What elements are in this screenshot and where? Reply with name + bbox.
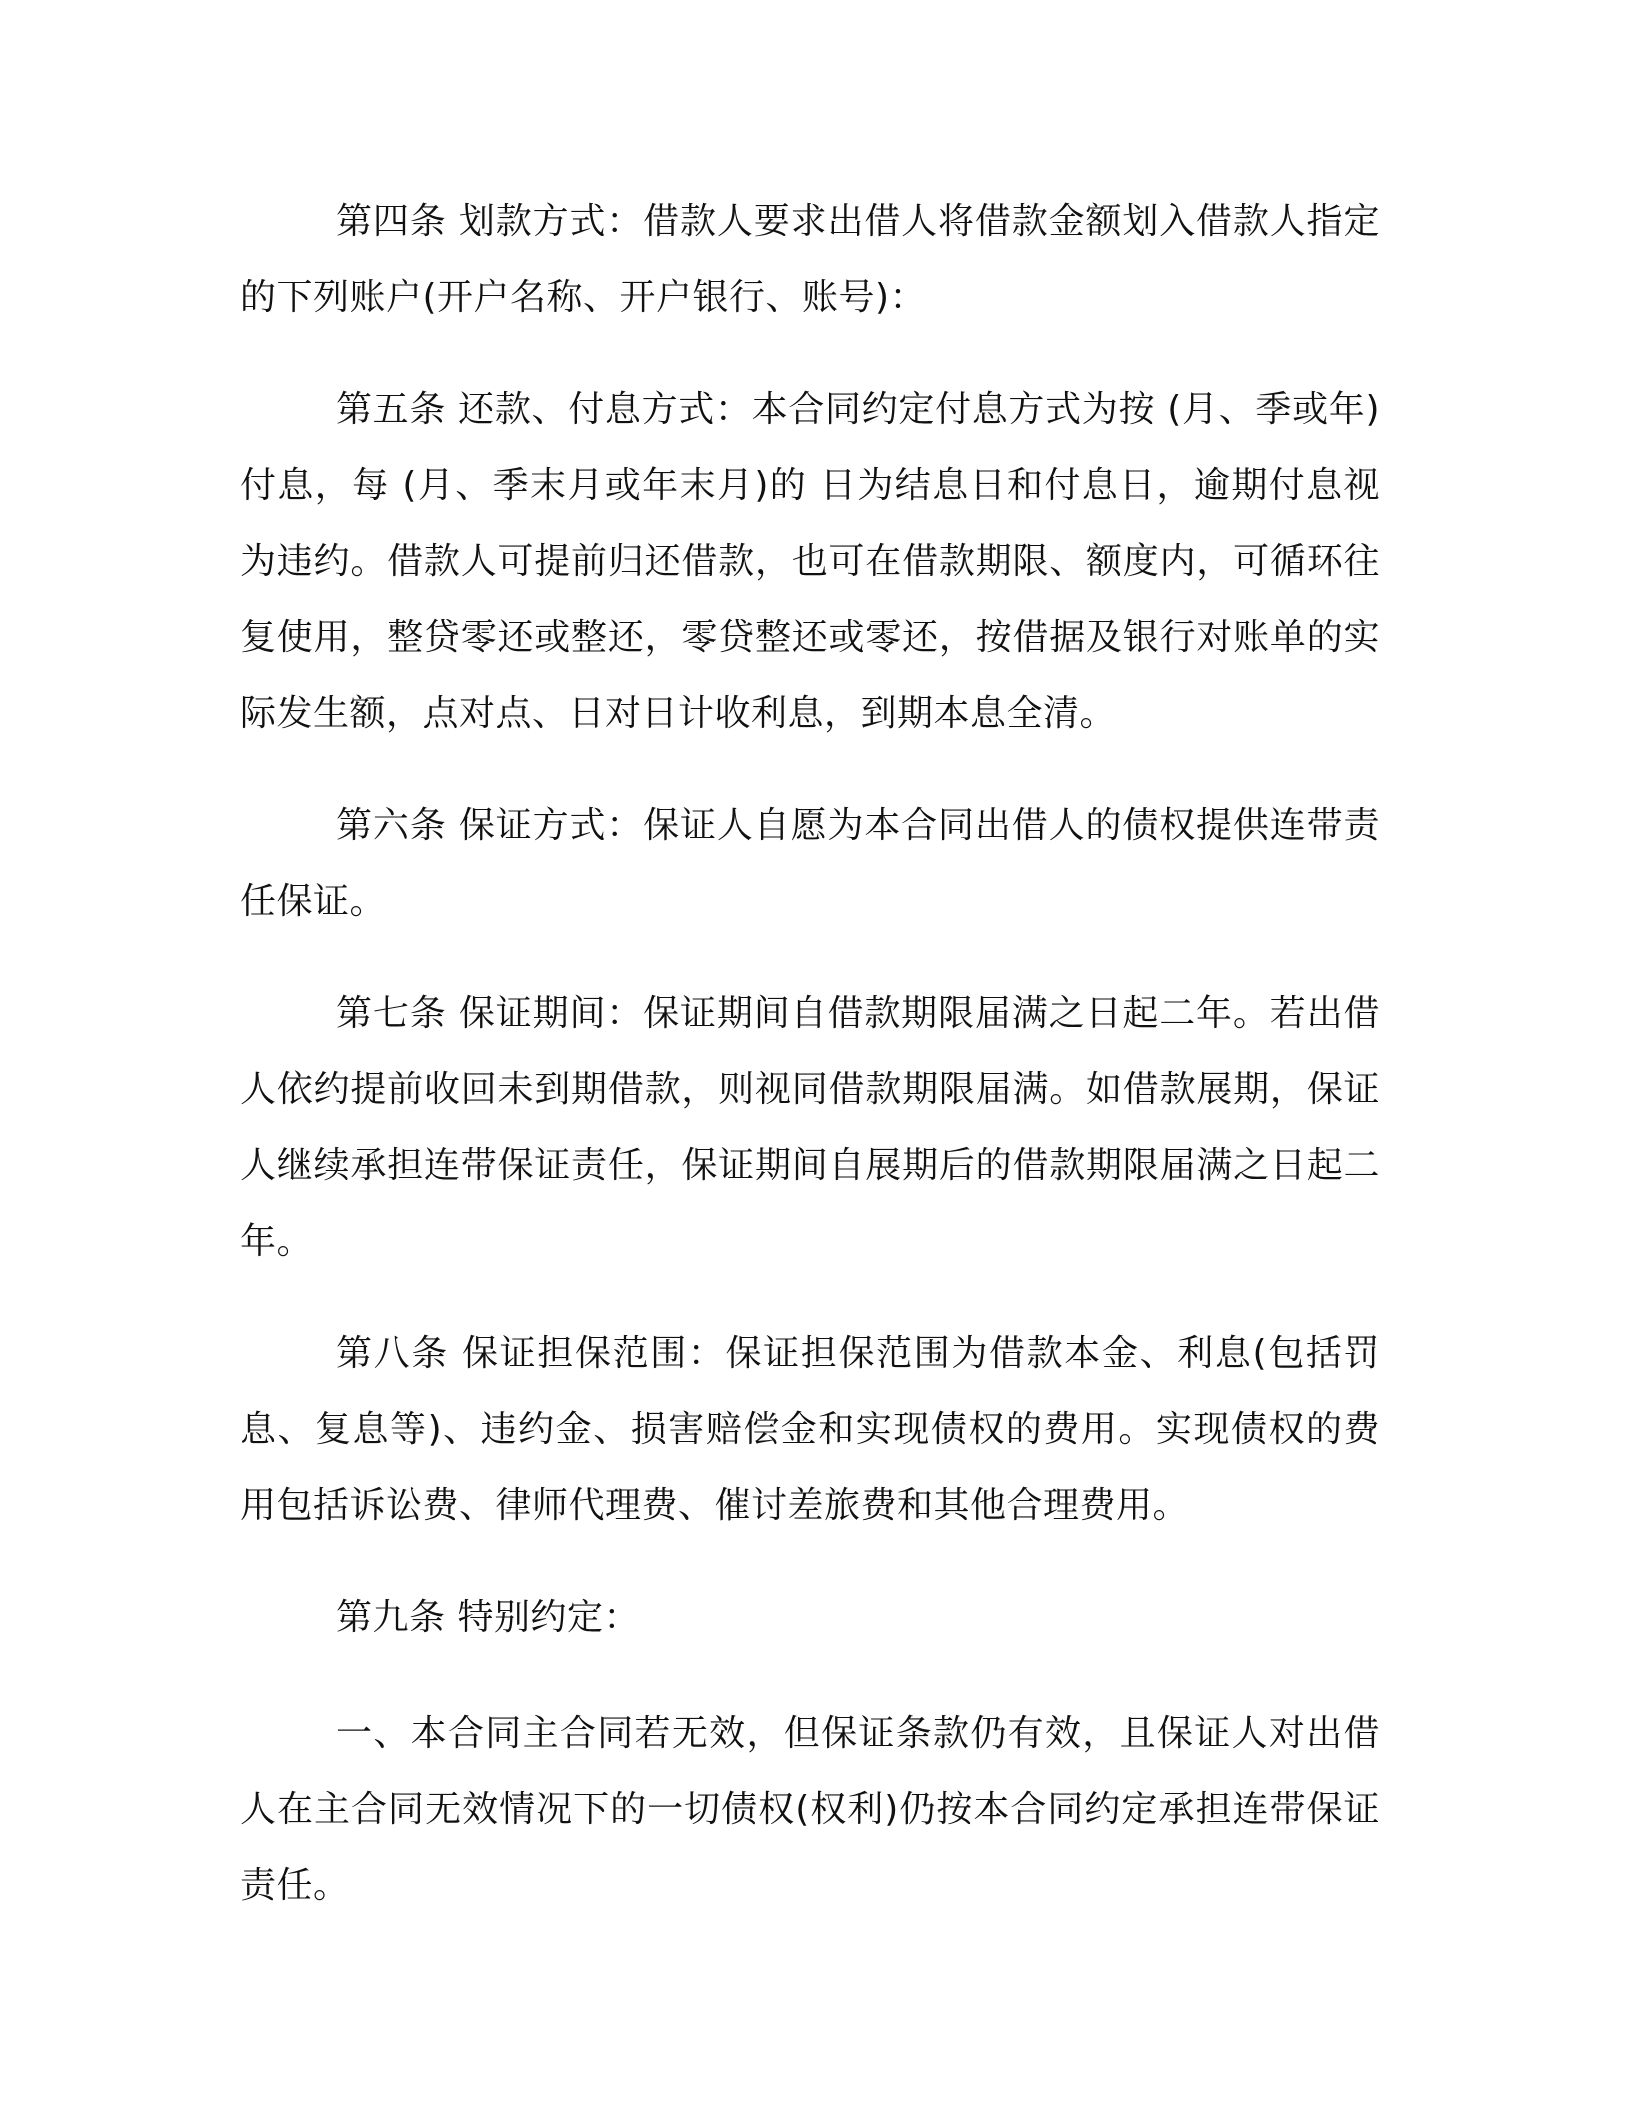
special-clause-1-paragraph: 一、本合同主合同若无效，但保证条款仍有效，且保证人对出借人在主合同无效情况下的一切债权(权利)仍按本合同约定承担连带保证责任。 (240, 1713, 1380, 1906)
article-6-paragraph: 第六条 保证方式：保证人自愿为本合同出借人的债权提供连带责任保证。 (240, 805, 1380, 922)
document-body (240, 184, 1380, 1960)
article-8-paragraph: 第八条 保证担保范围：保证担保范围为借款本金、利息(包括罚息、复息等)、违约金、损害赔偿金和实现债权的费用。实现债权的费用包括诉讼费、律师代理费、催讨差旅费和其他合理费用。 (240, 1333, 1380, 1526)
article-9-heading: 第九条 特别约定： (336, 1597, 640, 1638)
article-4-paragraph: 第四条 划款方式：借款人要求出借人将借款金额划入借款人指定的下列账户(开户名称、开户银行、账号)： (240, 201, 1380, 318)
article-5-paragraph: 第五条 还款、付息方式：本合同约定付息方式为按 (月、季或年)付息，每 (月、季末月或年末月)的 日为结息日和付息日，逾期付息视为违约。借款人可提前归还借款，也可在借款期限、额度内，可循环往复使用，整贷零还或整还，零贷整还或零还，按借据及银行对账单的实际发生额，点对点、日对日计收利息，到期本息全清。 (240, 389, 1380, 734)
article-7-paragraph: 第七条 保证期间：保证期间自借款期限届满之日起二年。若出借人依约提前收回未到期借款，则视同借款期限届满。如借款展期，保证人继续承担连带保证责任，保证期间自展期后的借款期限届满之日起二年。 (240, 993, 1380, 1262)
